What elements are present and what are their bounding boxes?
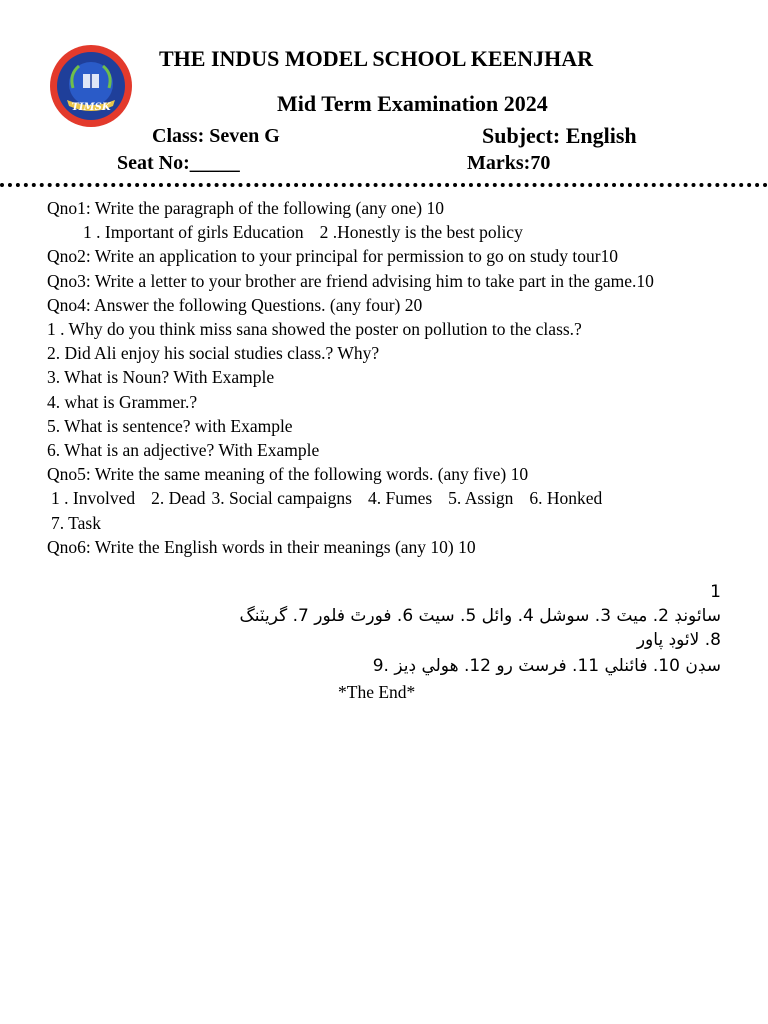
question-1-options: [47, 220, 727, 244]
marks-label: Marks:70: [467, 152, 551, 174]
sindhi-line-2: سائونڊ 2. ميٽ 3. سوشل 4. وائل 5. سيٽ 6. فورٿ فلور 7. گريٽنگ: [239, 606, 721, 626]
question-5: Qno5: Write the same meaning of the following words. (any five) 10: [47, 464, 529, 485]
sindhi-line-3: 8. لائوڊ پاور: [636, 630, 721, 650]
exam-title: Mid Term Examination 2024: [277, 91, 548, 116]
question-4: Qno4: Answer the following Questions. (any four) 20: [47, 294, 423, 315]
q1-option-2: 2 .Honestly is the best policy: [319, 222, 523, 243]
q4-item-2: 2. Did Ali enjoy his social studies class.? Why?: [47, 343, 380, 364]
the-end: *The End*: [338, 682, 416, 702]
q5-word: 6. Honked: [529, 488, 603, 509]
q4-item-1: 1 . Why do you think miss sana showed the poster on pollution to the class.?: [47, 319, 582, 340]
q5-word: 1 . Involved: [51, 488, 136, 509]
class-label: Class: Seven G: [152, 125, 280, 147]
q5-word: 3. Social campaigns: [211, 488, 352, 509]
q5-word-last: 7. Task: [51, 512, 101, 533]
q4-item-4: 4. what is Grammer.?: [47, 391, 198, 412]
school-name: THE INDUS MODEL SCHOOL KEENJHAR: [159, 46, 593, 71]
q4-item-3: 3. What is Noun? With Example: [47, 367, 275, 388]
logo-text: TIMSK: [71, 102, 111, 113]
q4-item-6: 6. What is an adjective? With Example: [47, 440, 320, 461]
question-1: Qno1: Write the paragraph of the following (any one) 10: [47, 198, 444, 218]
q5-word: 2. Dead: [151, 488, 206, 509]
q5-word: 5. Assign: [448, 488, 514, 509]
sindhi-line-1: 1: [710, 582, 721, 602]
question-2: Qno2: Write an application to your principal for permission to go on study tour10: [47, 246, 619, 267]
q1-option-1: 1 . Important of girls Education: [83, 222, 304, 243]
q5-word-list: [47, 486, 727, 510]
question-3: Qno3: Write a letter to your brother are friend advising him to take part in the game.10: [47, 270, 654, 291]
q5-word: 4. Fumes: [367, 488, 433, 509]
dotted-divider: [0, 183, 768, 187]
subject-label: Subject: English: [482, 123, 637, 148]
question-6: Qno6: Write the English words in their meanings (any 10) 10: [47, 536, 476, 557]
sindhi-line-4: سڊن 10. فائنلي 11. فرسٽ رو 12. هولي ڊيز .9: [372, 656, 721, 676]
q4-item-5: 5. What is sentence? with Example: [47, 415, 293, 436]
seat-no-label: Seat No:_____: [117, 152, 240, 174]
question-list: [47, 196, 727, 559]
school-logo: [49, 44, 133, 128]
